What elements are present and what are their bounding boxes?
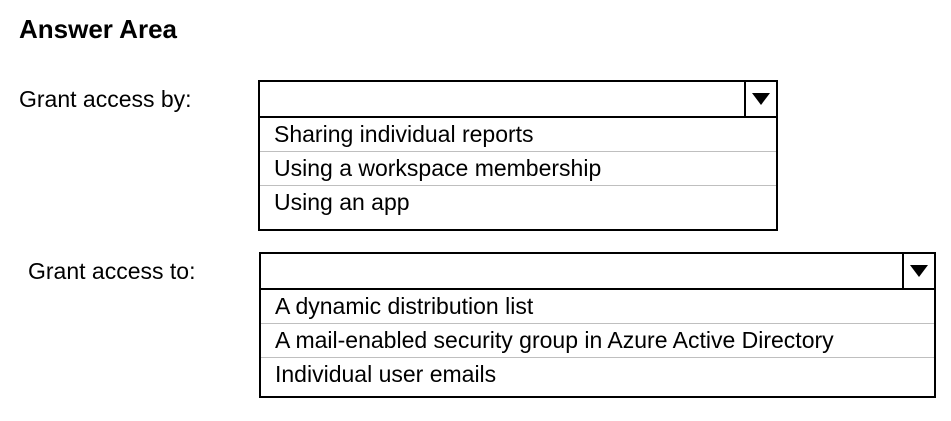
grant-access-to-label: Grant access to: [28,258,196,284]
dropdown-arrow-button[interactable] [744,82,776,116]
option-individual-user-emails[interactable]: Individual user emails [275,361,497,387]
grant-access-to-dropdown[interactable] [259,252,936,398]
grant-access-to-select[interactable] [261,254,934,290]
triangle-down-icon [909,264,929,278]
triangle-down-icon [751,92,771,106]
option-dynamic-distribution-list[interactable]: A dynamic distribution list [261,290,934,324]
grant-access-by-label: Grant access by: [19,86,192,112]
option-sharing-individual-reports[interactable]: Sharing individual reports [260,118,776,152]
grant-access-by-select[interactable] [260,82,776,118]
dropdown-arrow-button[interactable] [902,254,934,288]
option-using-an-app[interactable]: Using an app [274,189,410,215]
option-using-workspace-membership[interactable]: Using a workspace membership [260,152,776,186]
grant-access-by-dropdown[interactable] [258,80,778,231]
answer-area-title: Answer Area [19,14,177,44]
option-mail-enabled-security-group[interactable]: A mail-enabled security group in Azure Active Directory [261,324,934,358]
